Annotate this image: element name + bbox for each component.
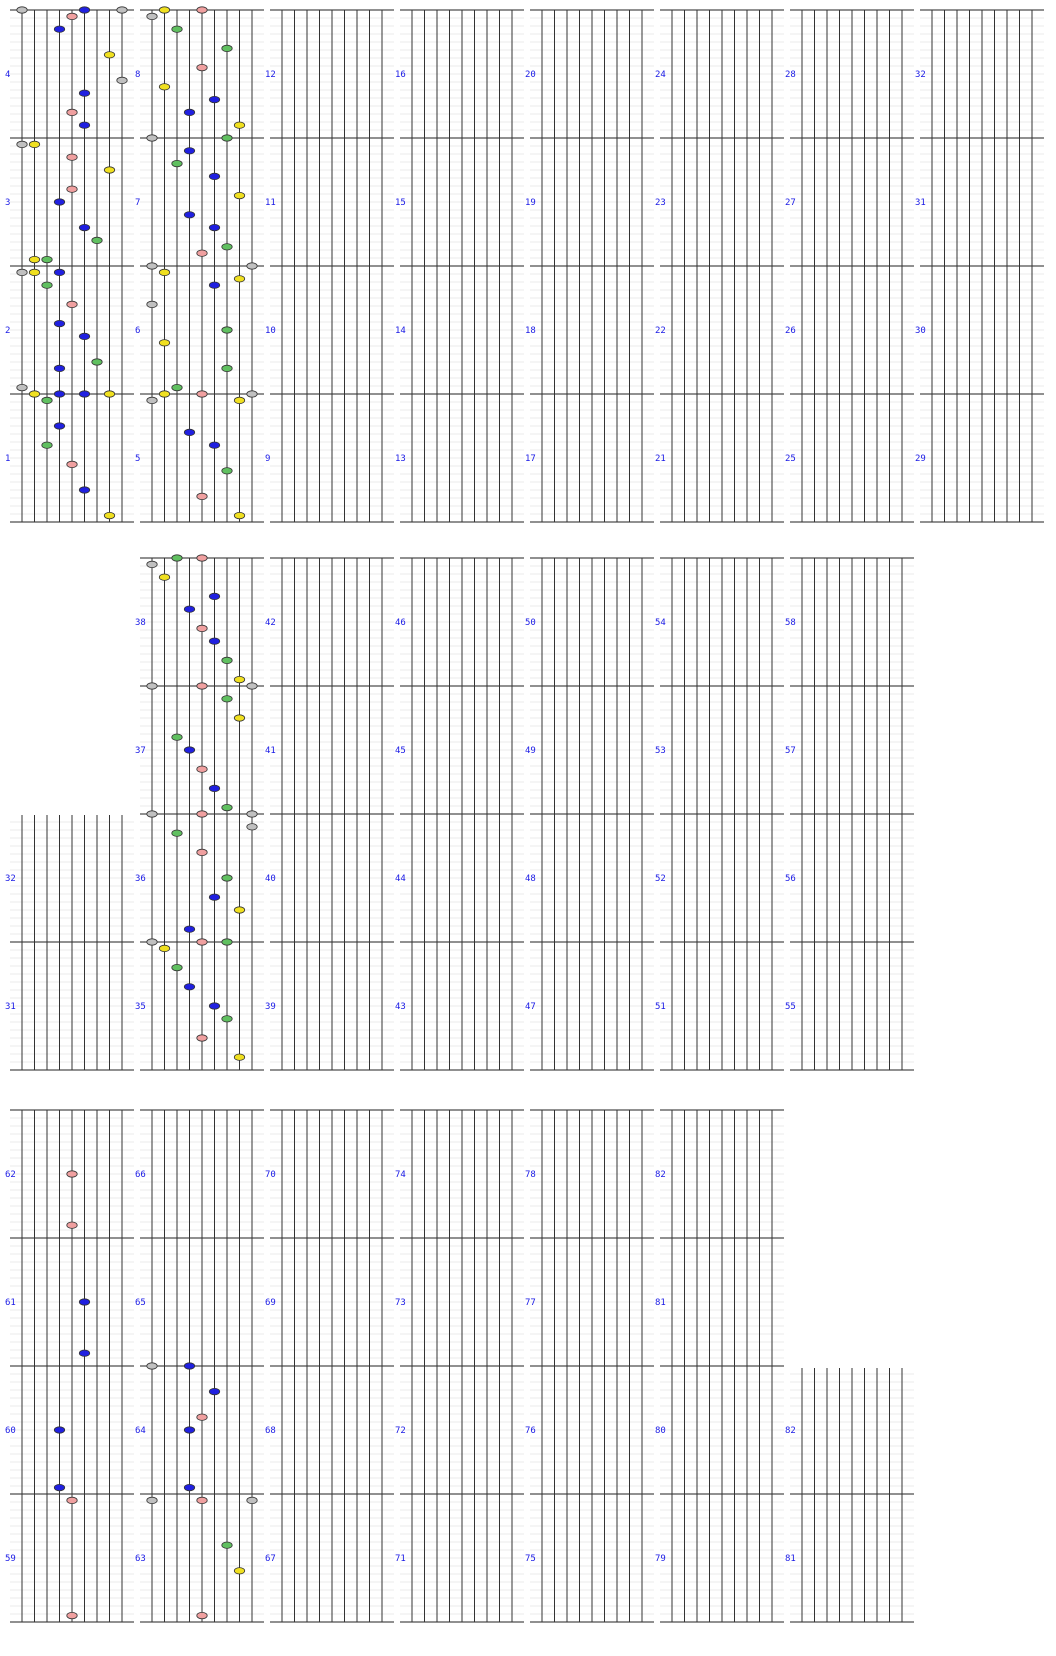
measure-number: 51 (655, 1002, 666, 1012)
note-marker (159, 574, 169, 580)
measure-number: 31 (5, 1002, 16, 1012)
measure-number: 52 (655, 874, 666, 884)
note-marker (222, 1016, 232, 1022)
measure-number: 22 (655, 326, 666, 336)
note-marker (147, 263, 157, 269)
note-marker (209, 224, 219, 230)
note-marker (184, 212, 194, 218)
note-marker (184, 1363, 194, 1369)
note-marker (234, 907, 244, 913)
measure-number: 31 (915, 198, 926, 208)
measure-number: 75 (525, 1554, 536, 1564)
note-marker (234, 122, 244, 128)
note-marker (159, 7, 169, 13)
note-marker (184, 747, 194, 753)
measure-number: 32 (915, 70, 926, 80)
note-marker (247, 1497, 257, 1503)
note-marker (104, 52, 114, 58)
measure-number: 39 (265, 1002, 276, 1012)
measure-number: 71 (395, 1554, 406, 1564)
measure-number: 74 (395, 1170, 406, 1180)
note-marker (222, 244, 232, 250)
note-marker (159, 269, 169, 275)
measure-number: 63 (135, 1554, 146, 1564)
measure-number: 46 (395, 618, 406, 628)
measure-number: 26 (785, 326, 796, 336)
note-marker (234, 276, 244, 282)
measure-number: 15 (395, 198, 406, 208)
note-marker (67, 109, 77, 115)
note-marker (222, 696, 232, 702)
measure-number: 41 (265, 746, 276, 756)
note-marker (209, 638, 219, 644)
measure-number: 81 (785, 1554, 796, 1564)
note-marker (247, 683, 257, 689)
note-marker (172, 734, 182, 740)
note-marker (234, 397, 244, 403)
note-marker (159, 945, 169, 951)
measure-number: 9 (265, 454, 271, 464)
note-marker (79, 391, 89, 397)
measure-number: 72 (395, 1426, 406, 1436)
note-marker (79, 487, 89, 493)
measure-number: 43 (395, 1002, 406, 1012)
note-marker (234, 192, 244, 198)
measure-number: 65 (135, 1298, 146, 1308)
measure-number: 79 (655, 1554, 666, 1564)
measure-number: 47 (525, 1002, 536, 1012)
note-marker (172, 160, 182, 166)
measure-number: 68 (265, 1426, 276, 1436)
note-marker (184, 148, 194, 154)
note-marker (147, 13, 157, 19)
note-marker (147, 397, 157, 403)
note-marker (92, 237, 102, 243)
note-marker (104, 512, 114, 518)
note-marker (17, 7, 27, 13)
note-marker (54, 26, 64, 32)
note-marker (197, 939, 207, 945)
measure-number: 11 (265, 198, 276, 208)
measure-number: 19 (525, 198, 536, 208)
measure-number: 25 (785, 454, 796, 464)
note-marker (54, 1484, 64, 1490)
measure-number: 56 (785, 874, 796, 884)
note-marker (92, 359, 102, 365)
note-marker (17, 141, 27, 147)
measure-number: 77 (525, 1298, 536, 1308)
note-marker (172, 555, 182, 561)
measure-number: 27 (785, 198, 796, 208)
measure-number: 49 (525, 746, 536, 756)
measure-number: 73 (395, 1298, 406, 1308)
note-marker (67, 1612, 77, 1618)
note-marker (234, 512, 244, 518)
note-marker (222, 875, 232, 881)
note-marker (79, 7, 89, 13)
measure-number: 20 (525, 70, 536, 80)
measure-number: 78 (525, 1170, 536, 1180)
note-marker (197, 64, 207, 70)
note-marker (147, 1363, 157, 1369)
measure-number: 36 (135, 874, 146, 884)
measure-number: 29 (915, 454, 926, 464)
note-marker (54, 423, 64, 429)
note-marker (222, 1542, 232, 1548)
note-marker (209, 173, 219, 179)
measure-number: 58 (785, 618, 796, 628)
note-marker (54, 199, 64, 205)
note-marker (209, 96, 219, 102)
measure-number: 35 (135, 1002, 146, 1012)
note-marker (29, 391, 39, 397)
note-marker (147, 939, 157, 945)
note-marker (159, 340, 169, 346)
measure-number: 37 (135, 746, 146, 756)
measure-number: 62 (5, 1170, 16, 1180)
measure-number: 38 (135, 618, 146, 628)
measure-number: 66 (135, 1170, 146, 1180)
measure-number: 42 (265, 618, 276, 628)
note-marker (42, 282, 52, 288)
note-marker (104, 167, 114, 173)
measure-number: 14 (395, 326, 406, 336)
note-marker (197, 849, 207, 855)
measure-number: 10 (265, 326, 276, 336)
measure-number: 30 (915, 326, 926, 336)
note-marker (54, 1427, 64, 1433)
note-marker (42, 397, 52, 403)
note-marker (67, 1497, 77, 1503)
note-marker (222, 804, 232, 810)
measure-number: 70 (265, 1170, 276, 1180)
measure-number: 61 (5, 1298, 16, 1308)
note-marker (234, 1054, 244, 1060)
measure-number: 12 (265, 70, 276, 80)
note-marker (147, 135, 157, 141)
note-marker (247, 824, 257, 830)
measure-number: 16 (395, 70, 406, 80)
note-marker (209, 894, 219, 900)
note-marker (184, 984, 194, 990)
note-marker (117, 7, 127, 13)
note-marker (197, 555, 207, 561)
note-marker (197, 391, 207, 397)
note-marker (184, 606, 194, 612)
measure-number: 5 (135, 454, 141, 464)
note-marker (184, 109, 194, 115)
note-marker (67, 13, 77, 19)
note-marker (222, 468, 232, 474)
measure-number: 24 (655, 70, 666, 80)
note-marker (147, 301, 157, 307)
note-marker (29, 256, 39, 262)
note-marker (209, 282, 219, 288)
note-marker (17, 384, 27, 390)
note-marker (184, 1484, 194, 1490)
note-marker (29, 141, 39, 147)
note-marker (184, 1427, 194, 1433)
note-marker (159, 391, 169, 397)
note-marker (147, 683, 157, 689)
note-marker (79, 122, 89, 128)
measure-number: 6 (135, 326, 141, 336)
note-marker (29, 269, 39, 275)
measure-number: 23 (655, 198, 666, 208)
measure-number: 32 (5, 874, 16, 884)
note-marker (222, 657, 232, 663)
note-marker (54, 391, 64, 397)
note-marker (79, 1350, 89, 1356)
note-marker (197, 1612, 207, 1618)
note-marker (197, 766, 207, 772)
measure-number: 69 (265, 1298, 276, 1308)
note-marker (197, 811, 207, 817)
note-marker (209, 593, 219, 599)
note-marker (222, 365, 232, 371)
note-marker (234, 676, 244, 682)
note-marker (197, 1414, 207, 1420)
note-marker (222, 327, 232, 333)
note-marker (234, 715, 244, 721)
measure-number: 54 (655, 618, 666, 628)
measure-number: 45 (395, 746, 406, 756)
measure-number: 81 (655, 1298, 666, 1308)
note-marker (159, 84, 169, 90)
note-marker (79, 90, 89, 96)
note-marker (67, 1171, 77, 1177)
note-marker (54, 320, 64, 326)
measure-number: 21 (655, 454, 666, 464)
measure-number: 59 (5, 1554, 16, 1564)
note-marker (172, 830, 182, 836)
note-marker (197, 683, 207, 689)
measure-number: 17 (525, 454, 536, 464)
measure-number: 80 (655, 1426, 666, 1436)
measure-number: 40 (265, 874, 276, 884)
note-marker (67, 461, 77, 467)
measure-number: 28 (785, 70, 796, 80)
note-marker (197, 493, 207, 499)
note-marker (209, 1388, 219, 1394)
note-marker (172, 384, 182, 390)
note-marker (67, 301, 77, 307)
measure-number: 1 (5, 454, 11, 464)
note-marker (67, 1222, 77, 1228)
note-marker (247, 391, 257, 397)
note-marker (222, 939, 232, 945)
measure-number: 18 (525, 326, 536, 336)
note-marker (17, 269, 27, 275)
note-marker (209, 442, 219, 448)
note-marker (197, 1035, 207, 1041)
note-marker (247, 811, 257, 817)
note-marker (42, 442, 52, 448)
measure-number: 82 (785, 1426, 796, 1436)
note-marker (117, 77, 127, 83)
note-marker (234, 1568, 244, 1574)
measure-number: 76 (525, 1426, 536, 1436)
measure-number: 82 (655, 1170, 666, 1180)
note-marker (104, 391, 114, 397)
note-marker (184, 926, 194, 932)
note-marker (197, 7, 207, 13)
note-marker (247, 263, 257, 269)
note-marker (79, 224, 89, 230)
measure-number: 60 (5, 1426, 16, 1436)
measure-number: 67 (265, 1554, 276, 1564)
note-marker (209, 785, 219, 791)
note-marker (147, 1497, 157, 1503)
measure-number: 48 (525, 874, 536, 884)
note-marker (184, 429, 194, 435)
measure-number: 7 (135, 198, 141, 208)
measure-number: 55 (785, 1002, 796, 1012)
note-marker (147, 561, 157, 567)
note-marker (67, 186, 77, 192)
measure-number: 8 (135, 70, 141, 80)
note-marker (172, 26, 182, 32)
note-marker (42, 256, 52, 262)
measure-number: 57 (785, 746, 796, 756)
note-marker (222, 45, 232, 51)
note-marker (54, 269, 64, 275)
note-marker (222, 135, 232, 141)
measure-number: 4 (5, 70, 11, 80)
note-marker (79, 333, 89, 339)
measure-number: 2 (5, 326, 11, 336)
measure-number: 3 (5, 198, 11, 208)
note-marker (197, 625, 207, 631)
measure-number: 44 (395, 874, 406, 884)
note-marker (79, 1299, 89, 1305)
note-marker (67, 154, 77, 160)
measure-number: 53 (655, 746, 666, 756)
measure-number: 13 (395, 454, 406, 464)
measure-number: 64 (135, 1426, 146, 1436)
note-marker (172, 964, 182, 970)
note-marker (197, 1497, 207, 1503)
note-marker (147, 811, 157, 817)
measure-number: 50 (525, 618, 536, 628)
note-marker (197, 250, 207, 256)
note-marker (54, 365, 64, 371)
note-marker (209, 1003, 219, 1009)
